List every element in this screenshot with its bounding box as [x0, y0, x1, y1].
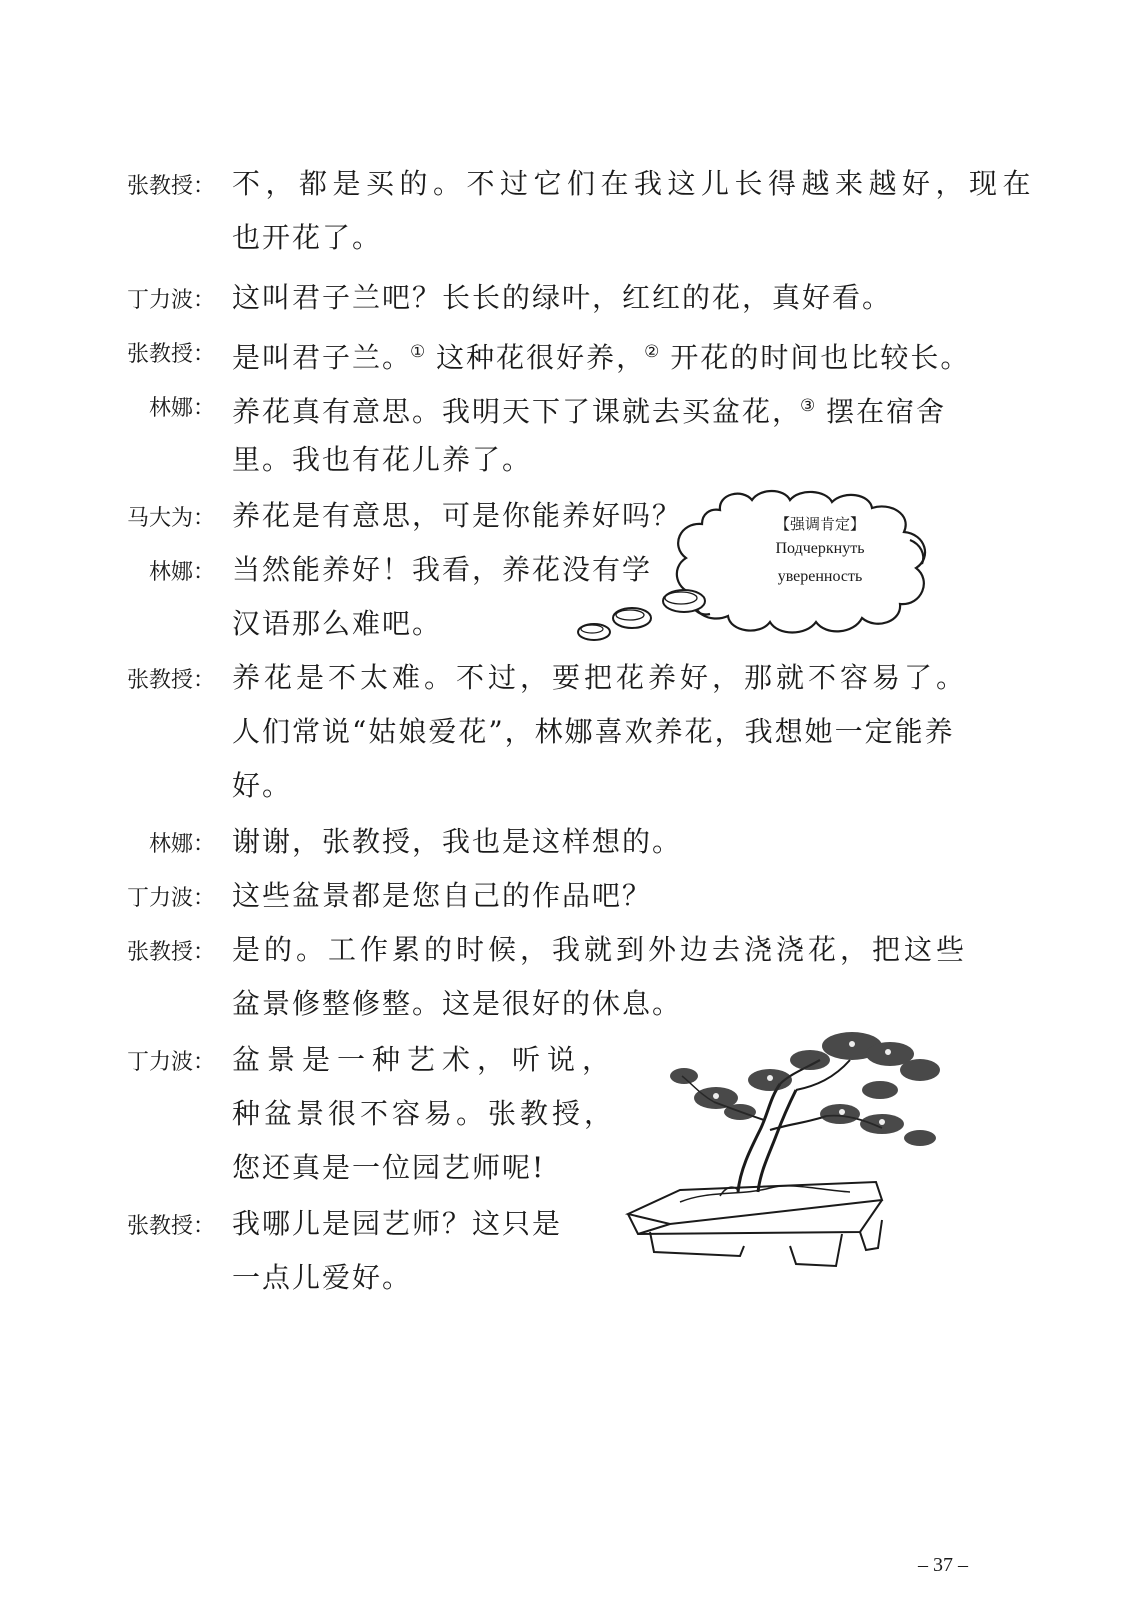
dialogue-line: 这叫君子兰吧？长长的绿叶，红红的花，真好看。 [232, 281, 893, 314]
dialogue-line: 养花是不太难。不过，要把花养好，那就不容易了。 [232, 661, 969, 694]
dialogue-line: 人们常说“姑娘爱花”，林娜喜欢养花，我想她一定能养 [232, 715, 955, 748]
dialogue-line: 养花是有意思，可是你能养好吗？ [232, 499, 683, 532]
footnote-marker: ① [410, 342, 426, 362]
dialogue-line: 种盆景很不容易。张教授， [232, 1097, 617, 1130]
dialogue-line: 盆景是一种艺术，听说， [232, 1043, 618, 1076]
dialogue-line: 一点儿爱好。 [232, 1261, 413, 1294]
dialogue-line: 好。 [232, 769, 293, 802]
callout-translation: Подчеркнуть [775, 540, 865, 557]
speaker-label: 张教授： [126, 940, 215, 965]
callout-title: 【强调肯定】 [774, 515, 865, 533]
dialogue-line: 我哪儿是园艺师？这只是 [232, 1207, 563, 1240]
dialogue-line: 汉语那么难吧。 [232, 607, 443, 640]
dialogue-line: 当然能养好！我看，养花没有学 [232, 553, 653, 586]
dialogue-line: 这些盆景都是您自己的作品吧？ [232, 879, 653, 912]
speaker-label: 丁力波： [126, 1050, 215, 1075]
footnote-marker: ③ [800, 396, 816, 416]
speaker-label: 林娜： [148, 560, 215, 585]
dialogue-line: 是的。工作累的时候，我就到外边去浇浇花，把这些 [232, 933, 969, 966]
speaker-label: 张教授： [126, 668, 215, 693]
page-number: – 37 – [918, 1554, 968, 1576]
speaker-label: 林娜： [148, 832, 215, 857]
dialogue-line: 里。我也有花儿养了。 [232, 443, 533, 476]
speaker-label: 张教授： [126, 342, 215, 367]
dialogue-line: 也开花了。 [232, 221, 383, 254]
speaker-label: 马大为： [126, 506, 215, 531]
bonsai-illustration [620, 1020, 1020, 1290]
dialogue-line: 养花真有意思。我明天下了课就去买盆花，③ 摆在宿舍 [232, 395, 947, 428]
speaker-label: 丁力波： [126, 886, 215, 911]
dialogue-line: 不，都是买的。不过它们在我这儿长得越来越好，现在 [232, 167, 1037, 200]
speaker-label: 丁力波： [126, 288, 215, 313]
speaker-label: 张教授： [126, 1214, 215, 1239]
dialogue-line: 您还真是一位园艺师呢! [232, 1151, 546, 1184]
dialogue-line: 是叫君子兰。① 这种花很好养，② 开花的时间也比较长。 [232, 341, 971, 374]
dialogue-line: 谢谢，张教授，我也是这样想的。 [232, 825, 683, 858]
speaker-label: 张教授： [126, 174, 215, 199]
dialogue-line: 盆景修整修整。这是很好的休息。 [232, 987, 683, 1020]
footnote-marker: ② [644, 342, 660, 362]
callout-translation: уверенность [777, 568, 863, 585]
speaker-label: 林娜： [148, 396, 215, 421]
